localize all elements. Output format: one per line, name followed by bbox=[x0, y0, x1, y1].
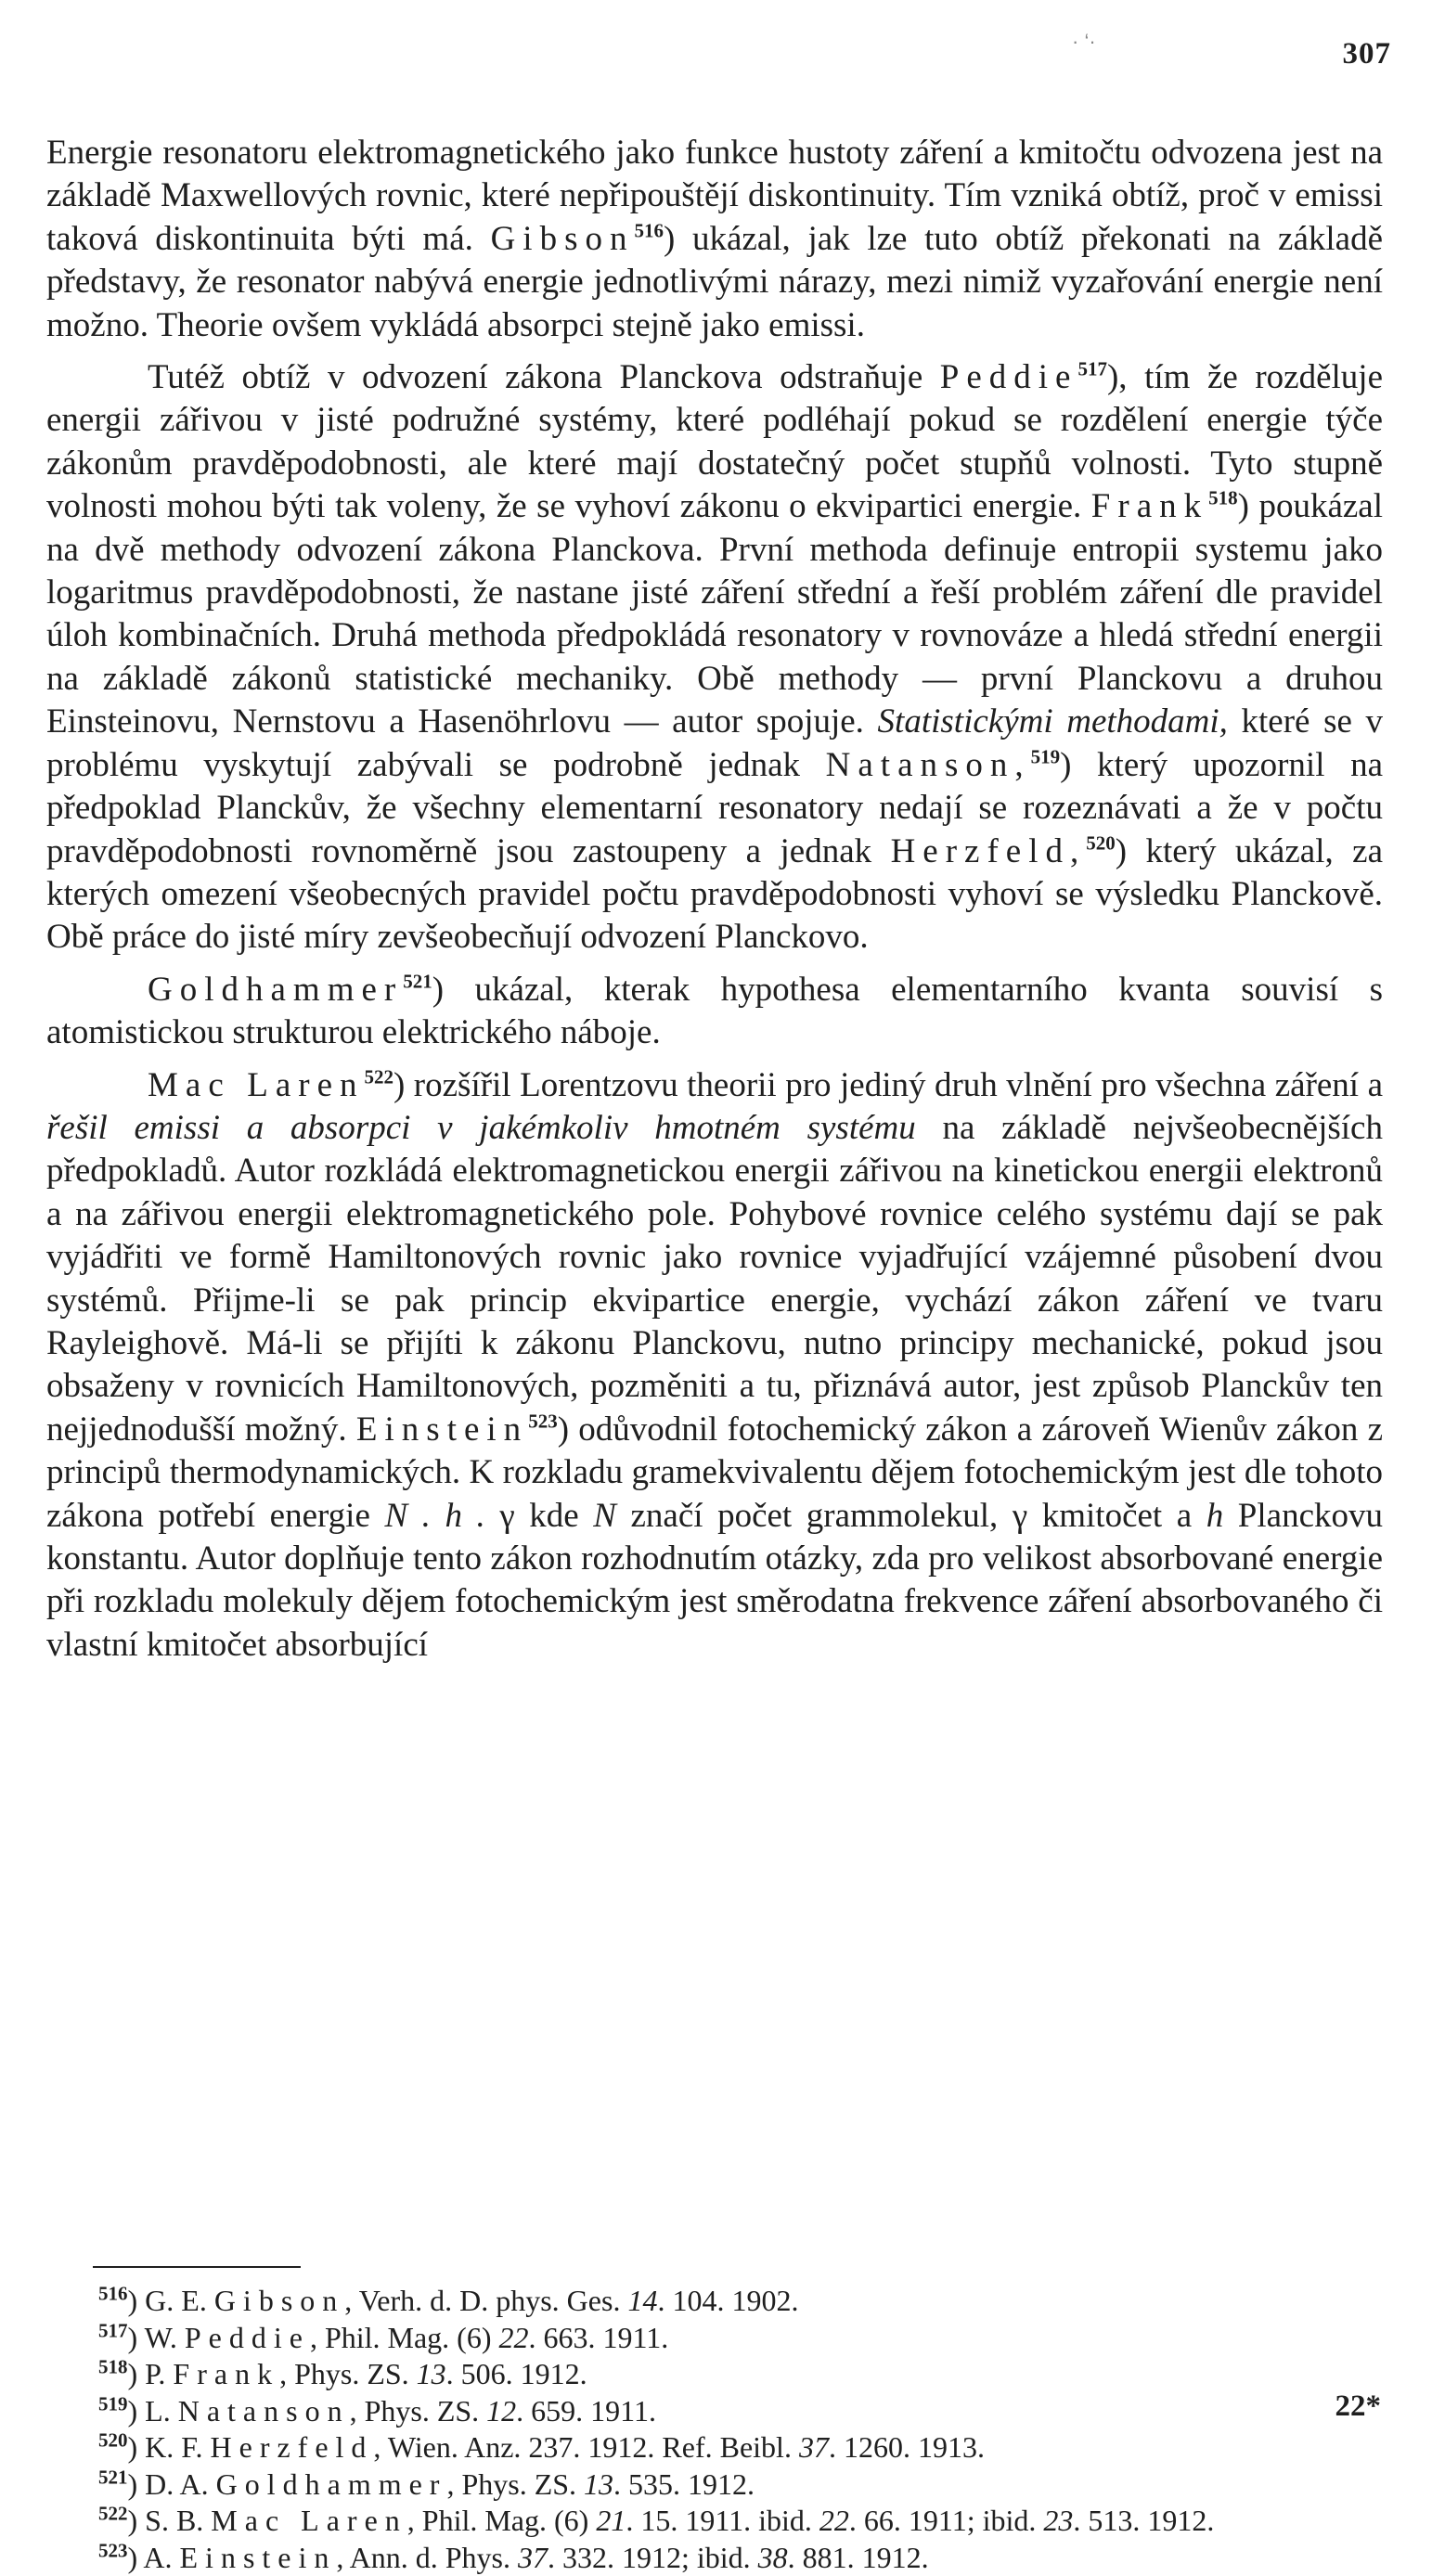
footnote-ref: 518 bbox=[1208, 487, 1238, 509]
author-name: Mac Laren bbox=[148, 1066, 365, 1104]
footnote-number: 516 bbox=[98, 2282, 128, 2304]
text-run: ) G. E. bbox=[128, 2284, 214, 2317]
footnote-ref: 523 bbox=[528, 1410, 558, 1432]
footnote-ref: 521 bbox=[403, 970, 432, 992]
emphasis-text: N . h . bbox=[384, 1497, 499, 1535]
footnote-number: 521 bbox=[98, 2466, 128, 2488]
footnote bbox=[46, 2283, 1383, 2320]
emphasis-text: 21 bbox=[596, 2504, 626, 2537]
emphasis-text: 14 bbox=[627, 2284, 657, 2317]
emphasis-text: 13 bbox=[417, 2357, 446, 2390]
footnote-number: 517 bbox=[98, 2319, 128, 2341]
text-run: , Phys. ZS. bbox=[446, 2467, 584, 2501]
footnote-number: 523 bbox=[98, 2539, 128, 2561]
emphasis-text: řešil emissi a absorpci v jakémkoliv hmotném systému bbox=[46, 1109, 916, 1147]
author-name: Natanson bbox=[178, 2394, 350, 2428]
emphasis-text: 22 bbox=[498, 2321, 528, 2354]
text-run: . 506. 1912. bbox=[446, 2357, 587, 2390]
print-smudge: · ‘· bbox=[1072, 30, 1096, 54]
text-run: Planckovu konstantu. Autor doplňuje tento zákon rozhodnutím otázky, zda pro velikost absorbované energie při rozkladu molekuly dějem fotochemickým jest směrodatna frekvence záření absorbovaného či vlastní kmitočet absorbující bbox=[46, 1497, 1383, 1664]
text-run: na základě nejvšeobecnějších předpokladů. Autor rozkládá elektromagnetickou energii zářivou na kinetickou energii elektronů a na zářivou energii elektromagnetického pole. Pohybové rovnice celého systému dají se pak vyjádřiti ve formě Hamiltonových rovnic jako rovnice vyjadřující vzájemné působení dvou systémů. Přijme-li se pak princip ekvipartice energie, vychází zákon záření ve tvaru Rayleighově. Má-li se přijíti k zákonu Planckovu, nutno principy mechanické, pokud jsou obsaženy v rovnicích Hamiltonových, pozměniti a tu, přiznává autor, jest způsob Planckův ten nejjednodušší možný. bbox=[46, 1109, 1383, 1449]
footnote-number: 520 bbox=[98, 2428, 128, 2451]
page-number: 307 bbox=[1343, 37, 1392, 71]
text-run: ) odůvodnil fotochemický zákon a zároveň Wienův zákon z principů thermodynamických. K rozkladu gramekvivalentu dějem fotochemickým jest dle tohoto zákona potřebí energie bbox=[46, 1410, 1383, 1535]
footnote bbox=[46, 2467, 1383, 2504]
text-run: , Phil. Mag. (6) bbox=[407, 2504, 597, 2537]
author-name: Natanson, bbox=[826, 746, 1031, 784]
footnote bbox=[46, 2540, 1383, 2576]
author-name: Mac Laren bbox=[211, 2504, 406, 2537]
text-run: . 513. 1912. bbox=[1073, 2504, 1214, 2537]
text-run: Energie resonatoru elektromagnetického jako funkce hustoty záření a kmitočtu odvozena jest na základě Maxwellových rovnic, které nepřipouštějí diskontinuity. Tím vzniká obtíž, proč v emissi taková diskontinuita býti má. bbox=[46, 134, 1383, 258]
footnote-ref: 520 bbox=[1086, 831, 1116, 854]
text-run: , Wien. Anz. 237. 1912. Ref. Beibl. bbox=[373, 2430, 799, 2464]
text-run: které se v problému vyskytují zabývali se podrobně jednak bbox=[46, 702, 1383, 783]
text-run: Tutéž obtíž v odvození zákona Planckova odstraňuje bbox=[148, 358, 940, 396]
footnote-number: 519 bbox=[98, 2392, 128, 2415]
emphasis-text: 37 bbox=[799, 2430, 829, 2464]
paragraph bbox=[46, 132, 1383, 347]
paragraph bbox=[46, 969, 1383, 1055]
emphasis-text: N bbox=[593, 1497, 616, 1535]
text-run: ) A. bbox=[128, 2541, 180, 2574]
text-run: ) S. B. bbox=[128, 2504, 212, 2537]
footnote-ref: 519 bbox=[1031, 745, 1061, 767]
text-run: , Ann. d. Phys. bbox=[336, 2541, 518, 2574]
author-name: Frank bbox=[1091, 487, 1208, 525]
text-run: . 1260. 1913. bbox=[829, 2430, 985, 2464]
text-run: , Phys. ZS. bbox=[279, 2357, 417, 2390]
text-run: . 881. 1912. bbox=[788, 2541, 929, 2574]
emphasis-text: h bbox=[1206, 1497, 1224, 1535]
footnote bbox=[46, 2503, 1383, 2540]
text-run: γ kde bbox=[499, 1497, 593, 1535]
author-name: Herzfeld, bbox=[891, 832, 1087, 870]
footnote-ref: 522 bbox=[365, 1065, 394, 1088]
text-run: ) ukázal, jak lze tuto obtíž překonati na základě představy, že resonator nabývá energie jednotlivými nárazy, mezi nimiž vyzařování energie není možno. Theorie ovšem vykládá absorpci stejně jako emissi. bbox=[46, 220, 1383, 344]
paragraph bbox=[46, 356, 1383, 960]
footnote bbox=[46, 2393, 1383, 2430]
footnote-ref: 516 bbox=[634, 219, 664, 241]
emphasis-text: 12 bbox=[486, 2394, 516, 2428]
body-text bbox=[46, 132, 1383, 1667]
author-name: Gibson bbox=[214, 2284, 344, 2317]
footnote-number: 522 bbox=[98, 2502, 128, 2524]
text-run: , Phys. ZS. bbox=[350, 2394, 487, 2428]
text-run: . 535. 1912. bbox=[613, 2467, 755, 2501]
text-run: , Phil. Mag. (6) bbox=[310, 2321, 499, 2354]
author-name: Frank bbox=[173, 2357, 279, 2390]
footnote-number: 518 bbox=[98, 2355, 128, 2377]
author-name: Herzfeld bbox=[211, 2430, 374, 2464]
footnote-ref: 517 bbox=[1077, 358, 1107, 380]
text-run: ) poukázal na dvě methody odvození zákona Planckova. První methoda definuje entropii systemu jako logaritmus pravděpodobnosti, že nastane jisté záření střední a řeší problém záření dle pravidel úloh kombinačních. Druhá methoda předpokládá resonatory v rovnováze a hledá střední energii na základě zákonů statistické mechaniky. Obě methody — první Planckovu a druhou Einsteinovu, Nernstovu a Hasenöhrlovu — autor spojuje. bbox=[46, 487, 1383, 741]
author-name: Gibson bbox=[491, 220, 635, 258]
emphasis-text: Statistickými methodami, bbox=[878, 702, 1228, 741]
paragraph bbox=[46, 1064, 1383, 1668]
footnote bbox=[46, 2356, 1383, 2393]
text-run: . 15. 1911. ibid. bbox=[626, 2504, 819, 2537]
emphasis-text: 22 bbox=[819, 2504, 849, 2537]
text-run: ) který ukázal, za kterých omezení všeobecných pravidel počtu pravděpodobnosti vyhoví se výsledku Planckově. Obě práce do jisté míry zevšeobecňují odvození Planckovo. bbox=[46, 832, 1383, 957]
author-name: Einstein bbox=[180, 2541, 337, 2574]
text-run: . 659. 1911. bbox=[516, 2394, 656, 2428]
emphasis-text: 38 bbox=[758, 2541, 788, 2574]
text-run: značí počet grammolekul, γ kmitočet a bbox=[616, 1497, 1206, 1535]
author-name: Goldhammer bbox=[148, 971, 403, 1009]
emphasis-text: 23 bbox=[1043, 2504, 1073, 2537]
text-run: . 104. 1902. bbox=[657, 2284, 798, 2317]
text-run: . 332. 1912; ibid. bbox=[548, 2541, 758, 2574]
text-run: ) P. bbox=[128, 2357, 174, 2390]
signature-mark: 22* bbox=[1335, 2389, 1382, 2424]
text-run: ) ukázal, kterak hypothesa elementarního kvanta souvisí s atomistickou strukturou elektrického náboje. bbox=[46, 971, 1383, 1051]
author-name: Peddie bbox=[940, 358, 1078, 396]
footnote-rule bbox=[93, 2266, 301, 2268]
text-run: ) D. A. bbox=[128, 2467, 216, 2501]
text-run: ) který upozornil na předpoklad Planckův, že všechny elementarní resonatory nedají se rozeznávati a že v počtu pravděpodobnosti rovnoměrně jsou zastoupeny a jednak bbox=[46, 746, 1383, 870]
text-run: . 66. 1911; ibid. bbox=[849, 2504, 1043, 2537]
footnote bbox=[46, 2320, 1383, 2357]
emphasis-text: 37 bbox=[518, 2541, 548, 2574]
text-run: ), tím že rozděluje energii zářivou v jisté podružné systémy, které podléhají pokud se rozdělení energie týče zákonům pravděpodobnosti, ale které mají dostatečný počet stupňů volnosti. Tyto stupně volnosti mohou býti tak voleny, že se vyhoví zákonu o ekvipartici energie. bbox=[46, 358, 1383, 525]
author-name: Einstein bbox=[356, 1410, 528, 1449]
text-run: ) L. bbox=[128, 2394, 178, 2428]
text-run: ) W. bbox=[128, 2321, 185, 2354]
author-name: Goldhammer bbox=[216, 2467, 447, 2501]
text-run: , Verh. d. D. phys. Ges. bbox=[344, 2284, 627, 2317]
text-run: ) K. F. bbox=[128, 2430, 211, 2464]
text-run: . 663. 1911. bbox=[528, 2321, 668, 2354]
emphasis-text: 13 bbox=[584, 2467, 613, 2501]
footnotes bbox=[46, 2283, 1383, 2576]
text-run: ) rozšířil Lorentzovu theorii pro jediný druh vlnění pro všechna záření a bbox=[393, 1066, 1383, 1104]
author-name: Peddie bbox=[185, 2321, 310, 2354]
